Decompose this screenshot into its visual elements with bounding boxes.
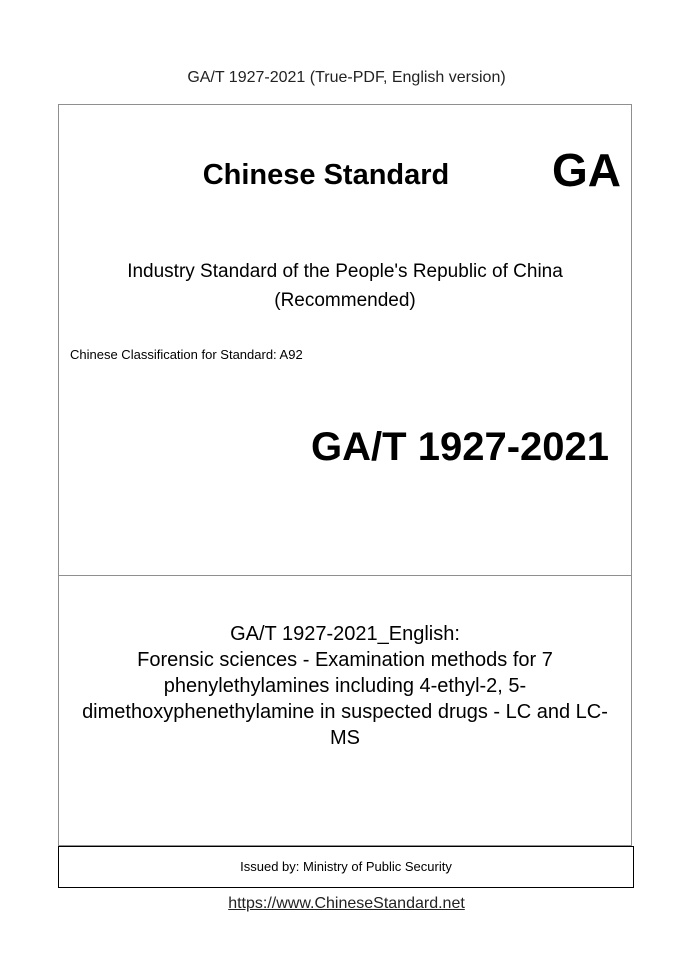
title-line: MS — [330, 727, 360, 749]
page-header: GA/T 1927-2021 (True-PDF, English version) — [187, 69, 506, 86]
website-link[interactable]: https://www.ChineseStandard.net — [228, 895, 465, 912]
section-divider — [59, 575, 631, 576]
standard-number: GA/T 1927-2021 — [311, 425, 609, 469]
brand-mark: GA — [552, 144, 621, 196]
document-title — [59, 621, 631, 751]
title-line: GA/T 1927-2021_English: — [230, 623, 460, 645]
classification-code: Chinese Classification for Standard: A92 — [70, 347, 303, 362]
title-line: dimethoxyphenethylamine in suspected drugs - LC and LC- — [82, 701, 608, 723]
cover-frame — [58, 104, 632, 846]
title-line: Forensic sciences - Examination methods for 7 — [137, 649, 553, 671]
title-line: phenylethylamines including 4-ethyl-2, 5- — [163, 675, 527, 697]
standard-type-line: (Recommended) — [274, 290, 416, 311]
issuer-box: Issued by: Ministry of Public Security — [58, 846, 634, 888]
standard-type — [59, 257, 631, 315]
standard-type-line: Industry Standard of the People's Republic of China — [127, 261, 563, 282]
brand-title: Chinese Standard — [202, 159, 450, 191]
